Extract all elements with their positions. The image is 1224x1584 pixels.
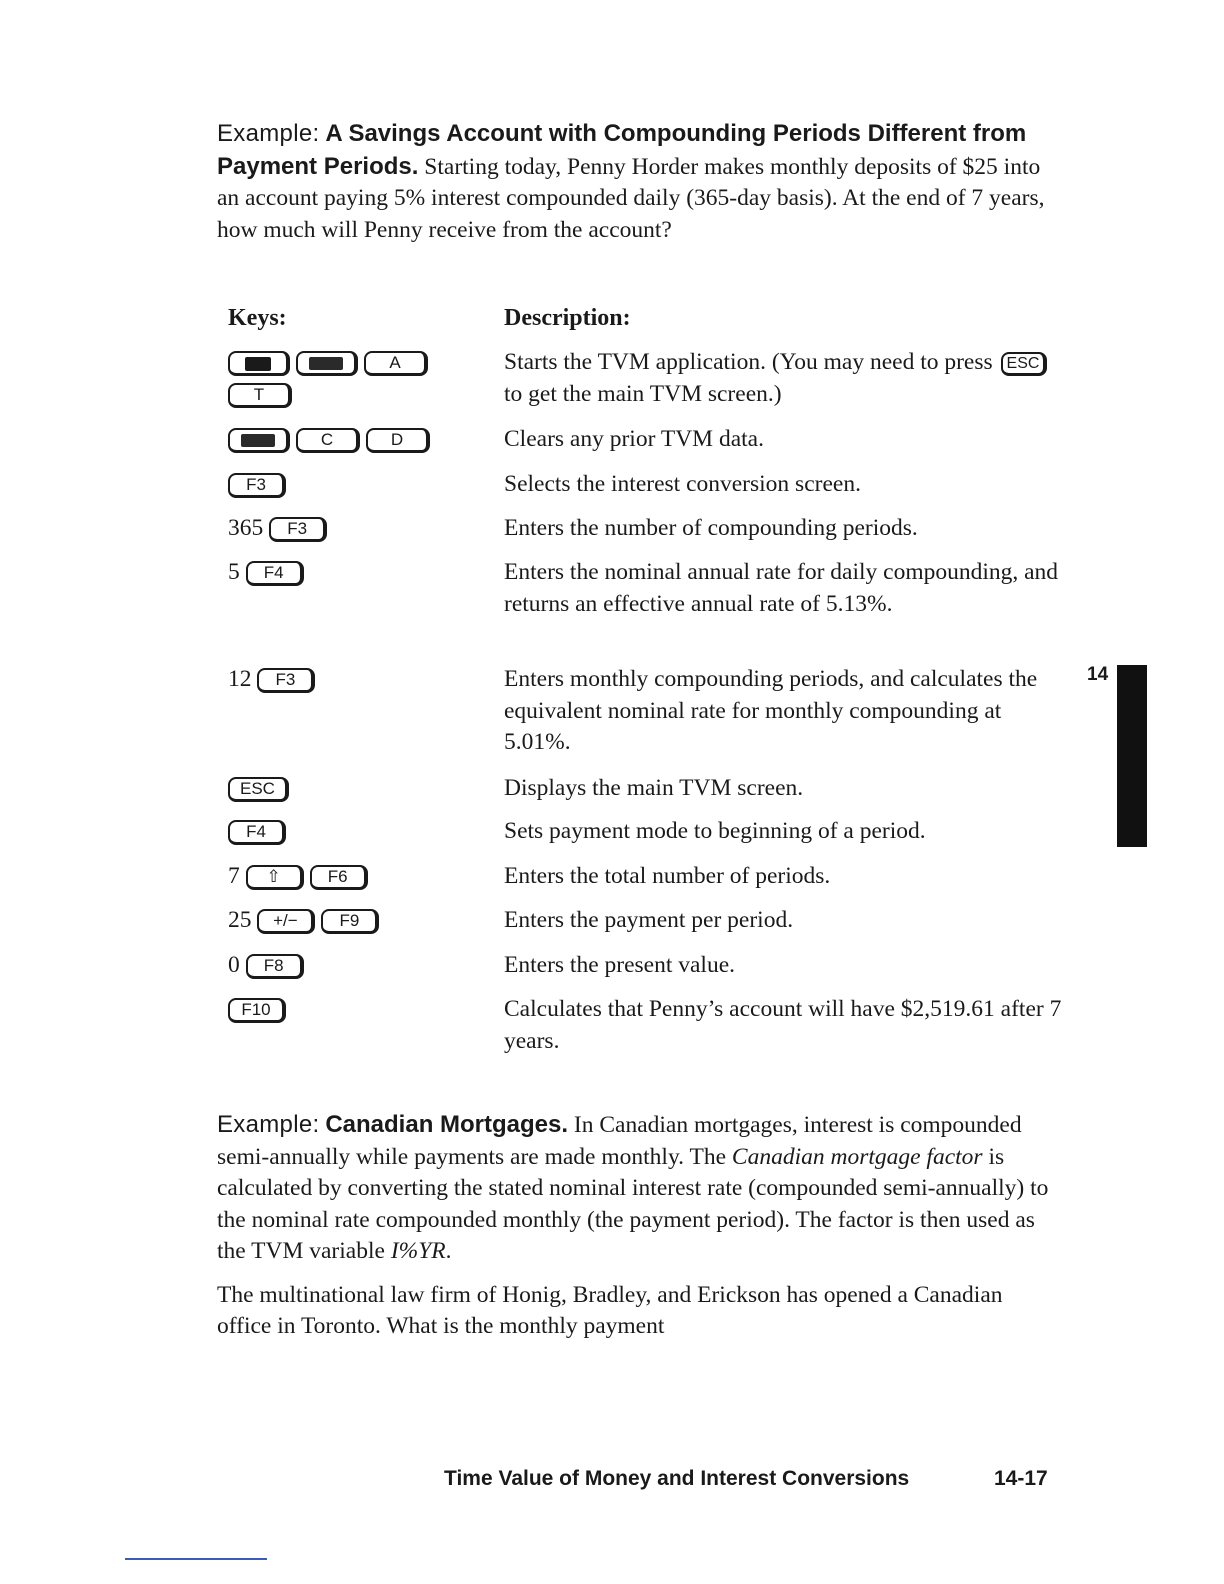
description-column-header: Description:	[504, 305, 631, 331]
row-description: Enters the payment per period.	[504, 907, 794, 933]
row-keys	[228, 347, 498, 410]
key-cap: ESC	[228, 777, 289, 802]
row-keys	[228, 994, 498, 1026]
row-keys	[228, 905, 498, 937]
row-keys	[228, 950, 498, 982]
footer-chapter-title: Time Value of Money and Interest Conversions	[444, 1467, 910, 1490]
description-text: to get the main TVM screen.)	[504, 380, 782, 407]
key-prefix-number: 12	[228, 666, 252, 692]
row-description: Enters the total number of periods.	[504, 863, 831, 889]
example-intro-text: Starting today, Penny Horder makes monthly deposits of $25 into an account paying 5% interest compounded daily (365-day basis). At the end of 7 years, how much will Penny receive from the account?	[217, 153, 1045, 243]
key-prefix-number: 25	[228, 907, 252, 933]
key-cap: F8	[246, 954, 304, 979]
menu-key	[228, 428, 290, 453]
paragraph-text: In Canadian mortgages, interest is compounded semi-annually while payments are made monthly. The	[217, 1112, 1022, 1170]
shift-key: ⇧	[246, 865, 304, 890]
law-firm-paragraph: The multinational law firm of Honig, Bradley, and Erickson has opened a Canadian office in Toronto. What is the monthly payment	[217, 1281, 1003, 1339]
example-title: Canadian Mortgages.	[325, 1111, 569, 1138]
page-number: 14-17	[994, 1467, 1048, 1490]
row-keys	[228, 424, 498, 456]
paragraph-text: is calculated by converting the stated nominal interest rate (compounded semi-annually) to the nominal rate compounded monthly (the payment period). The factor is then used as the TVM variable	[217, 1143, 1049, 1264]
chapter-number: 14	[1087, 664, 1109, 685]
key-cap: F4	[246, 561, 304, 586]
key-cap: D	[366, 428, 430, 453]
row-description: Enters the present value.	[504, 952, 735, 978]
key-cap: F3	[228, 473, 286, 498]
example-savings-paragraph	[217, 118, 1057, 246]
row-description: Enters the number of compounding periods.	[504, 515, 918, 541]
row-description: Sets payment mode to beginning of a period.	[504, 818, 926, 844]
row-description	[504, 347, 1064, 410]
key-cap: T	[228, 383, 292, 408]
key-cap: F4	[228, 820, 286, 845]
description-text: Starts the TVM application. (You may need to press	[504, 349, 993, 375]
key-prefix-number: 7	[228, 863, 240, 889]
key-cap: ESC	[1001, 352, 1048, 376]
menu-icon	[241, 434, 275, 447]
row-description: Clears any prior TVM data.	[504, 426, 764, 452]
example-label: Example:	[217, 1111, 320, 1138]
row-keys	[228, 773, 498, 805]
row-description: Calculates that Penny’s account will have $2,519.61 after 7 years.	[504, 996, 1062, 1054]
key-cap: F3	[257, 668, 315, 693]
key-prefix-number: 365	[228, 515, 264, 541]
key-prefix-number: 5	[228, 559, 240, 585]
variable-name: I%YR	[390, 1238, 446, 1264]
key-cap: A	[364, 351, 428, 376]
row-keys	[228, 816, 498, 848]
chapter-tab-marker	[1117, 665, 1147, 847]
key-prefix-number: 0	[228, 952, 240, 978]
key-cap: F10	[228, 998, 286, 1023]
menu-icon	[309, 357, 343, 370]
row-description: Displays the main TVM screen.	[504, 775, 804, 801]
app-icon	[245, 357, 271, 371]
key-cap: F6	[310, 865, 368, 890]
row-keys	[228, 469, 498, 501]
menu-key	[296, 351, 358, 376]
key-cap: F9	[321, 909, 379, 934]
example-savings-section	[217, 118, 1057, 246]
example-title: A Savings Account with Compounding Periods Different from Payment Periods.	[217, 120, 1027, 180]
row-keys	[228, 664, 498, 696]
example-label: Example:	[217, 120, 320, 147]
example-mortgage-section	[217, 1109, 1057, 1343]
row-description: Enters monthly compounding periods, and calculates the equivalent nominal rate for monthly compounding at 5.01%.	[504, 666, 1038, 755]
divider-line	[125, 1558, 267, 1560]
italic-term: Canadian mortgage factor	[731, 1143, 983, 1170]
paragraph-text: .	[445, 1238, 452, 1264]
row-description: Enters the nominal annual rate for daily compounding, and returns an effective annual rate of 5.13%.	[504, 559, 1059, 617]
row-description: Selects the interest conversion screen.	[504, 471, 861, 497]
keys-column-header: Keys:	[228, 305, 287, 331]
row-keys	[228, 557, 498, 589]
row-keys	[228, 513, 498, 545]
key-cap: C	[296, 428, 360, 453]
tvm-app-key	[228, 351, 290, 376]
change-sign-key: +/−	[257, 909, 315, 934]
key-cap: F3	[269, 517, 327, 542]
example-mortgage-paragraph	[217, 1109, 1057, 1268]
row-keys	[228, 861, 498, 893]
